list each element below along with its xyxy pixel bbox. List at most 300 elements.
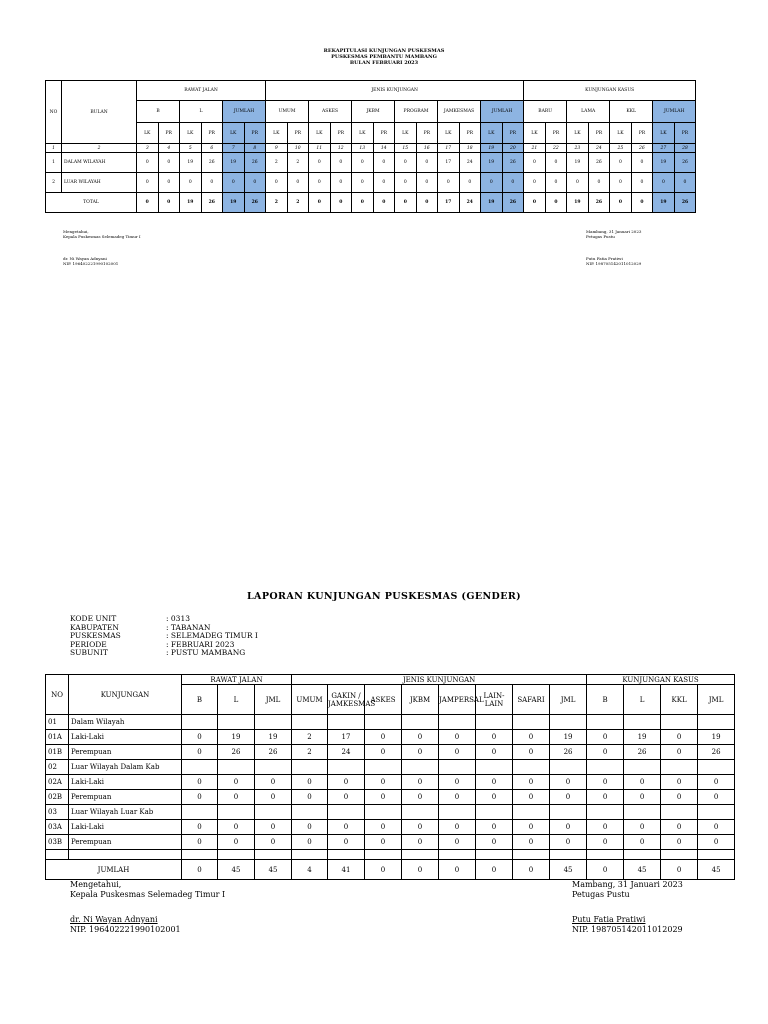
value-cell: 0 <box>287 173 309 193</box>
row-label: Perempuan <box>69 745 182 760</box>
value-cell: 0 <box>352 173 374 193</box>
value-cell <box>476 715 513 730</box>
row-no: 01 <box>46 715 69 730</box>
header-rawat-jalan: RAWAT JALAN <box>137 81 266 101</box>
total-cell: 19 <box>180 193 202 213</box>
header-b: B <box>182 685 218 715</box>
header-pr: PR <box>244 123 266 144</box>
header-lain-lain: LAIN-LAIN <box>476 685 513 715</box>
value-cell: 0 <box>513 820 550 835</box>
value-cell: 26 <box>624 745 661 760</box>
value-cell <box>661 760 698 775</box>
value-cell: 0 <box>524 173 546 193</box>
header-jamkesmas: JAMKESMAS <box>438 101 481 123</box>
index-cell: 1 <box>46 144 62 153</box>
header-jml: JML <box>698 685 735 715</box>
table-row <box>46 730 735 745</box>
value-cell: 0 <box>292 820 328 835</box>
header-jml: JML <box>255 685 292 715</box>
value-cell: 0 <box>395 153 417 173</box>
header-no: NO <box>46 675 69 715</box>
value-cell: 0 <box>587 730 624 745</box>
value-cell: 0 <box>698 820 735 835</box>
value-cell: 0 <box>524 153 546 173</box>
value-cell: 0 <box>631 173 653 193</box>
report1-title-line: BULAN FEBRUARI 2023 <box>349 60 419 66</box>
value-cell: 0 <box>223 173 245 193</box>
header-pr: PR <box>201 123 223 144</box>
value-cell: 0 <box>481 173 503 193</box>
value-cell: 0 <box>653 173 675 193</box>
header-lk: LK <box>567 123 589 144</box>
header-rawat-jalan: RAWAT JALAN <box>182 675 292 685</box>
table-row <box>46 760 735 775</box>
value-cell: 0 <box>158 153 180 173</box>
index-cell: 5 <box>180 144 202 153</box>
value-cell: 0 <box>373 153 395 173</box>
index-cell: 15 <box>395 144 417 153</box>
header-program: PROGRAM <box>395 101 438 123</box>
row-no: 03B <box>46 835 69 850</box>
value-cell: 0 <box>513 835 550 850</box>
table-row <box>46 790 735 805</box>
value-cell: 0 <box>661 835 698 850</box>
value-cell: 0 <box>416 173 438 193</box>
index-cell: 4 <box>158 144 180 153</box>
header-kunjungan-kasus: KUNJUNGAN KASUS <box>524 81 696 101</box>
total-cell: 26 <box>588 193 610 213</box>
value-cell <box>218 715 255 730</box>
value-cell: 0 <box>624 790 661 805</box>
value-cell: 0 <box>587 745 624 760</box>
value-cell <box>476 805 513 820</box>
row-label: LUAR WILAYAH <box>62 173 137 193</box>
index-cell: 28 <box>674 144 696 153</box>
header-pr: PR <box>416 123 438 144</box>
index-cell: 25 <box>610 144 632 153</box>
index-cell: 6 <box>201 144 223 153</box>
value-cell: 26 <box>244 153 266 173</box>
value-cell <box>402 715 439 730</box>
value-cell: 0 <box>587 790 624 805</box>
value-cell <box>182 715 218 730</box>
value-cell: 0 <box>244 173 266 193</box>
value-cell: 0 <box>402 790 439 805</box>
value-cell: 0 <box>292 790 328 805</box>
value-cell: 0 <box>365 775 402 790</box>
value-cell <box>328 760 365 775</box>
meta-key: PUSKESMAS <box>70 631 121 641</box>
value-cell <box>365 715 402 730</box>
header-jenis-kunjungan: JENIS KUNJUNGAN <box>266 81 524 101</box>
value-cell: 0 <box>255 820 292 835</box>
row-label: Luar Wilayah Luar Kab <box>69 805 182 820</box>
value-cell: 0 <box>513 730 550 745</box>
index-cell: 19 <box>481 144 503 153</box>
value-cell: 0 <box>624 775 661 790</box>
value-cell: 2 <box>292 730 328 745</box>
table-row <box>46 173 696 193</box>
value-cell: 26 <box>674 153 696 173</box>
value-cell: 0 <box>587 775 624 790</box>
value-cell: 0 <box>610 153 632 173</box>
header-pr: PR <box>502 123 524 144</box>
value-cell: 0 <box>402 730 439 745</box>
index-cell: 13 <box>352 144 374 153</box>
index-row <box>46 144 696 153</box>
total-cell: 0 <box>661 860 698 880</box>
sig-text: Mambang, 31 Januari 2023 <box>572 880 683 889</box>
value-cell: 0 <box>624 835 661 850</box>
sig-name: dr. Ni Wayan Adnyani <box>63 256 107 261</box>
value-cell: 0 <box>137 173 159 193</box>
index-cell: 20 <box>502 144 524 153</box>
value-cell <box>513 715 550 730</box>
sig-nip: NIP. 198705142011012029 <box>586 260 642 266</box>
header-baru: BARU <box>524 101 567 123</box>
total-cell: 26 <box>674 193 696 213</box>
header-umum: UMUM <box>266 101 309 123</box>
value-cell <box>292 760 328 775</box>
total-cell: 0 <box>182 860 218 880</box>
value-cell: 0 <box>137 153 159 173</box>
value-cell: 0 <box>661 790 698 805</box>
row-label: Dalam Wilayah <box>69 715 182 730</box>
value-cell: 17 <box>328 730 365 745</box>
sig-text: Mengetahui, <box>70 880 122 889</box>
value-cell: 0 <box>201 173 223 193</box>
total-cell: 2 <box>266 193 288 213</box>
value-cell <box>550 805 587 820</box>
value-cell: 0 <box>661 730 698 745</box>
table-row <box>46 745 735 760</box>
value-cell <box>587 715 624 730</box>
value-cell: 24 <box>328 745 365 760</box>
value-cell: 19 <box>255 730 292 745</box>
sig-nip: NIP. 196402221990102001 <box>63 260 119 266</box>
header-pr: PR <box>287 123 309 144</box>
header-pr: PR <box>545 123 567 144</box>
lk-pr-header-row <box>46 123 696 144</box>
index-cell: 18 <box>459 144 481 153</box>
meta-key: KODE UNIT <box>70 614 117 623</box>
meta-key: KABUPATEN <box>70 622 119 632</box>
table-row <box>46 775 735 790</box>
value-cell <box>292 715 328 730</box>
value-cell <box>255 715 292 730</box>
value-cell: 0 <box>218 820 255 835</box>
header-lama: LAMA <box>567 101 610 123</box>
value-cell: 2 <box>287 153 309 173</box>
value-cell: 0 <box>550 835 587 850</box>
value-cell: 0 <box>255 790 292 805</box>
value-cell: 0 <box>550 790 587 805</box>
value-cell <box>698 805 735 820</box>
value-cell: 26 <box>550 745 587 760</box>
value-cell: 0 <box>674 173 696 193</box>
value-cell: 0 <box>438 173 460 193</box>
row-label: Laki-Laki <box>69 775 182 790</box>
row-no: 03 <box>46 805 69 820</box>
value-cell: 0 <box>328 835 365 850</box>
value-cell: 0 <box>416 153 438 173</box>
value-cell: 0 <box>352 153 374 173</box>
total-cell: 0 <box>524 193 546 213</box>
value-cell: 0 <box>476 775 513 790</box>
header-askes: ASKES <box>309 101 352 123</box>
value-cell: 0 <box>395 173 417 193</box>
total-cell: 2 <box>287 193 309 213</box>
header-pr: PR <box>158 123 180 144</box>
total-cell: 0 <box>545 193 567 213</box>
report2-signature-right <box>572 880 683 935</box>
value-cell: 0 <box>402 775 439 790</box>
value-cell: 19 <box>223 153 245 173</box>
value-cell: 0 <box>661 820 698 835</box>
value-cell: 19 <box>218 730 255 745</box>
total-cell: 0 <box>373 193 395 213</box>
header-lk: LK <box>395 123 417 144</box>
value-cell: 0 <box>373 173 395 193</box>
total-cell: 0 <box>513 860 550 880</box>
header-l: L <box>180 101 223 123</box>
total-cell: 0 <box>476 860 513 880</box>
row-no: 2 <box>46 173 62 193</box>
total-cell: 45 <box>218 860 255 880</box>
value-cell: 26 <box>698 745 735 760</box>
index-cell: 11 <box>309 144 331 153</box>
total-cell: 0 <box>395 193 417 213</box>
total-cell: 0 <box>352 193 374 213</box>
header-pr: PR <box>588 123 610 144</box>
index-cell: 12 <box>330 144 352 153</box>
value-cell <box>328 715 365 730</box>
value-cell: 0 <box>439 835 476 850</box>
header-lk: LK <box>524 123 546 144</box>
header-pr: PR <box>373 123 395 144</box>
value-cell: 0 <box>476 730 513 745</box>
value-cell: 0 <box>255 835 292 850</box>
total-cell: 24 <box>459 193 481 213</box>
value-cell: 0 <box>292 835 328 850</box>
meta-key: SUBUNIT <box>70 648 108 658</box>
total-cell: 19 <box>481 193 503 213</box>
total-cell: 19 <box>653 193 675 213</box>
value-cell: 0 <box>182 790 218 805</box>
value-cell: 24 <box>459 153 481 173</box>
row-no: 02 <box>46 760 69 775</box>
index-cell: 8 <box>244 144 266 153</box>
header-lk: LK <box>610 123 632 144</box>
value-cell: 26 <box>502 153 524 173</box>
total-cell: 0 <box>330 193 352 213</box>
sig-text: Mengetahui, <box>63 229 89 234</box>
header-lk: LK <box>223 123 245 144</box>
report1-title-line: PUSKESMAS PEMBANTU MAMBANG <box>331 54 437 60</box>
value-cell <box>255 760 292 775</box>
value-cell <box>587 760 624 775</box>
total-cell: 45 <box>624 860 661 880</box>
total-cell: 26 <box>244 193 266 213</box>
value-cell <box>182 760 218 775</box>
value-cell: 0 <box>631 153 653 173</box>
value-cell: 0 <box>158 173 180 193</box>
table-row <box>46 153 696 173</box>
report1-signature-left <box>63 230 141 266</box>
total-label: JUMLAH <box>46 860 182 880</box>
value-cell: 0 <box>402 820 439 835</box>
row-no: 01B <box>46 745 69 760</box>
header-jumlah: JUMLAH <box>653 101 696 123</box>
total-row <box>46 860 735 880</box>
total-cell: 0 <box>631 193 653 213</box>
value-cell: 17 <box>438 153 460 173</box>
table-row <box>46 805 735 820</box>
value-cell: 2 <box>292 745 328 760</box>
value-cell: 0 <box>402 745 439 760</box>
value-cell: 0 <box>550 775 587 790</box>
total-cell: 0 <box>365 860 402 880</box>
value-cell: 0 <box>182 835 218 850</box>
value-cell: 0 <box>624 820 661 835</box>
header-askes: ASKES <box>365 685 402 715</box>
total-cell: 4 <box>292 860 328 880</box>
total-cell: 26 <box>201 193 223 213</box>
sig-nip: NIP. 196402221990102001 <box>70 925 181 934</box>
value-cell: 0 <box>365 745 402 760</box>
index-cell: 2 <box>62 144 137 153</box>
value-cell: 0 <box>328 775 365 790</box>
value-cell <box>661 805 698 820</box>
value-cell <box>476 760 513 775</box>
value-cell: 0 <box>182 745 218 760</box>
header-kasus-baru: B <box>587 685 624 715</box>
header-lk: LK <box>352 123 374 144</box>
sig-text: Petugas Pustu <box>586 233 615 239</box>
value-cell <box>328 805 365 820</box>
index-cell: 16 <box>416 144 438 153</box>
sig-name: Putu Fatia Pratiwi <box>586 256 623 261</box>
header-bulan: BULAN <box>62 81 137 144</box>
value-cell: 19 <box>698 730 735 745</box>
value-cell: 0 <box>502 173 524 193</box>
value-cell: 19 <box>481 153 503 173</box>
report2-title: LAPORAN KUNJUNGAN PUSKESMAS (GENDER) <box>246 591 522 602</box>
header-kunjungan: KUNJUNGAN <box>69 675 182 715</box>
header-lk: LK <box>309 123 331 144</box>
value-cell <box>365 760 402 775</box>
value-cell <box>292 805 328 820</box>
row-label: DALAM WILAYAH <box>62 153 137 173</box>
meta-value: : PUSTU MAMBANG <box>166 648 246 658</box>
total-cell: 17 <box>438 193 460 213</box>
total-cell: 45 <box>550 860 587 880</box>
value-cell <box>439 760 476 775</box>
row-label: Laki-Laki <box>69 730 182 745</box>
header-kasus-lama: L <box>624 685 661 715</box>
value-cell: 0 <box>698 775 735 790</box>
value-cell: 0 <box>182 730 218 745</box>
meta-value: : 0313 <box>166 614 190 623</box>
total-cell: 0 <box>416 193 438 213</box>
value-cell <box>218 760 255 775</box>
total-cell: 41 <box>328 860 365 880</box>
value-cell: 19 <box>550 730 587 745</box>
header-lk: LK <box>481 123 503 144</box>
index-cell: 3 <box>137 144 159 153</box>
value-cell: 19 <box>653 153 675 173</box>
total-cell: 45 <box>698 860 735 880</box>
value-cell: 19 <box>567 153 589 173</box>
report1-table <box>45 80 696 213</box>
meta-value: : FEBRUARI 2023 <box>166 639 235 649</box>
value-cell: 0 <box>266 173 288 193</box>
value-cell: 0 <box>698 835 735 850</box>
meta-key: PERIODE <box>70 639 107 649</box>
index-cell: 26 <box>631 144 653 153</box>
value-cell: 2 <box>266 153 288 173</box>
meta-value: : SELEMADEG TIMUR I <box>166 631 258 641</box>
value-cell: 19 <box>624 730 661 745</box>
sig-name: Putu Fatia Pratiwi <box>572 915 646 924</box>
value-cell <box>218 805 255 820</box>
row-no: 01A <box>46 730 69 745</box>
index-cell: 21 <box>524 144 546 153</box>
value-cell <box>513 805 550 820</box>
report1-signature-right <box>586 230 641 266</box>
table-row <box>46 835 735 850</box>
sig-text: Petugas Pustu <box>572 890 630 899</box>
meta-row <box>70 649 258 658</box>
value-cell: 0 <box>365 820 402 835</box>
row-no: 02B <box>46 790 69 805</box>
value-cell: 0 <box>365 835 402 850</box>
index-cell: 22 <box>545 144 567 153</box>
row-label: Perempuan <box>69 835 182 850</box>
row-no: 03A <box>46 820 69 835</box>
total-cell: 45 <box>255 860 292 880</box>
index-cell: 27 <box>653 144 675 153</box>
table-row <box>46 715 735 730</box>
header-pr: PR <box>330 123 352 144</box>
value-cell: 0 <box>439 820 476 835</box>
header-pr: PR <box>459 123 481 144</box>
header-lk: LK <box>137 123 159 144</box>
header-jenis-kunjungan: JENIS KUNJUNGAN <box>292 675 587 685</box>
value-cell: 0 <box>567 173 589 193</box>
row-no: 02A <box>46 775 69 790</box>
value-cell: 0 <box>698 790 735 805</box>
value-cell <box>624 760 661 775</box>
value-cell: 26 <box>201 153 223 173</box>
total-cell: 0 <box>439 860 476 880</box>
value-cell: 0 <box>330 173 352 193</box>
value-cell: 0 <box>513 790 550 805</box>
header-no: NO <box>46 81 62 144</box>
value-cell: 0 <box>459 173 481 193</box>
value-cell: 0 <box>661 745 698 760</box>
total-cell: 19 <box>567 193 589 213</box>
header-jampersal: JAMPERSAL <box>439 685 476 715</box>
value-cell <box>513 760 550 775</box>
sig-name: dr. Ni Wayan Adnyani <box>70 915 158 924</box>
header-umum: UMUM <box>292 685 328 715</box>
value-cell: 0 <box>182 775 218 790</box>
total-row <box>46 193 696 213</box>
total-cell: 0 <box>587 860 624 880</box>
header-gakin: GAKIN / JAMKESMAS <box>328 685 365 715</box>
header-kkl: KKL <box>610 101 653 123</box>
